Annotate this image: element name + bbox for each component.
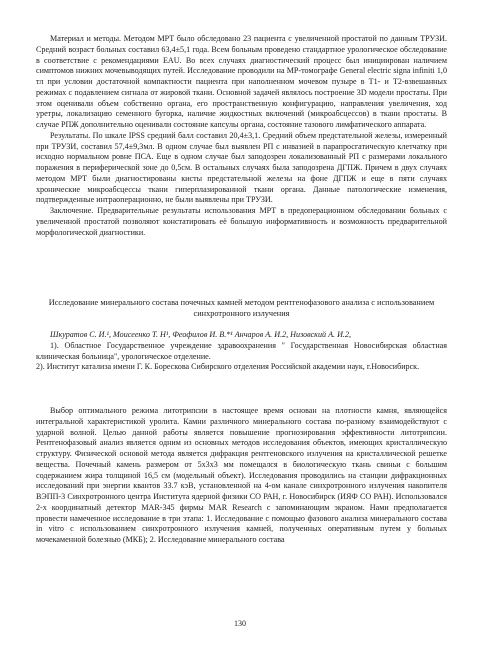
article-title: Исследование минерального состава почечных камней методом рентгенофазового анализа с использованием синхротронного излучения [48,298,435,318]
affiliation-1: 1). Областное Государственное учреждение здравоохранения " Государственная Новосибирская областная клиническая больница", урологическое отделение. [36,340,447,361]
article-authors: Шкуратов С. И.¹, Моисеенко Т. Н¹, Феофилов И. В.*¹ Анчаров А. И.2, Низовский А. И.2, [50,330,352,339]
page-number: 130 [234,619,246,628]
top-section [36,34,447,238]
results-paragraph: Результаты. По шкале IPSS средний балл составил 20,4±3,1. Средний объем предстательной железы, измеренный при ТРУЗИ, составил 57,4±9,3мл. В одном случае был выявлен РП с инвазией в парапросгатическую клетчатку при исходно нормальном ровне ПСА. Еще в одном случае был заподозрен локализованный РП с размерами локального поражения в периферической зоне до 0,5см. В остальных случаях была заподозрена ДГПЖ. Причем в двух случаях методом МРТ были диагностированы кисты предстательной железы на фоне ДГПЖ и еще в пяти случаях хронические микроабсцессы ткани гиперплазированной ткани органа. Данные патологические изменения, подтвержденные интраоперационно, не были выявлены при ТРУЗИ. [36,130,447,205]
affiliation-2: 2). Институт катализа имени Г. К. Борескова Сибирского отделения Российской академии наук, г.Новосибирск. [36,362,420,372]
article-body [36,406,447,546]
conclusion-paragraph: Заключение. Предварительные результаты использования МРТ в предоперационном обследовании больных с увеличенной простатой позволяют констатировать её большую информативность и возможность предварительной морфологической диагностики. [36,206,447,237]
methods-paragraph: Материал и методы. Методом МРТ было обследовано 23 пациента с увеличенной простатой по данным ТРУЗИ. Средний возраст больных составил 63,4±5,1 года. Всем больным проведено стандартное урологическое обследование в соответствие с рекомендациями EAU. Во всех случаях диагностический процесс был инициирован наличием симптомов нижних мочевыводящих путей. Исследование проводили на МР-томографе General electric signa infiniti 1,0 тл при условии достаточной компактности пациента при наполненном мочевом пузыре в Т1- и Т2-взвешанных режимах с подавлением сигнала от жировой ткани. Основной задачей являлось построение 3D модели простаты. При этом оценивали объем собственно органа, его пространственную конфигурацию, направления увеличения, ход уретры, локализацию семенного бугорка, наличие жидкостных включений (микроабсцессов) в ткани простаты. В случае РПЖ дополнительно оценивали состояние капсулы органа, состояние тазового лимфатического аппарата. [36,34,447,129]
article-header [36,330,447,373]
body-paragraph: Выбор оптимального режима литотрипсии в настоящее время основан на плотности камня, являющейся интегральной характеристикой уролита. Камни различного минерального состава по-разному взаимодействуют с ударной волной. Целью данной работы является повышение прогнозирования эффективности литотрипсии. Рентгенофазовый анализ является одним из основных методов исследования объектов, имеющих кристаллическую структуру. Физической основой метода является дифракция рентгеновского излучения на кристаллической решетке вещества. Почечный камень размером от 5х3х3 мм помещался в биологическую ткань свиньи с большим содержанием жира толщиной 16,5 см (модельный объект). Исследования проводились на станции дифракционных исследований при энергии квантов 33.7 кэВ, установленной на 4-ом канале синхротронного излучения накопителя ВЭПП-3 Синхротронного центра Института ядерной физики СО РАН, г. Новосибирск (ИЯФ СО РАН). Использовался 2-х координатный детектор MAR-345 фирмы MAR Research с запоминающим экраном. Нами предполагается провести намеченное исследование в три этапа: 1. Исследование с помощью фазового анализа минерального состава in vitro с использованием синхротронного излучения камней, полученных оперативным путем у больных мочекаменной болезнью (МКБ); 2. Исследование минерального состава [36,406,447,544]
